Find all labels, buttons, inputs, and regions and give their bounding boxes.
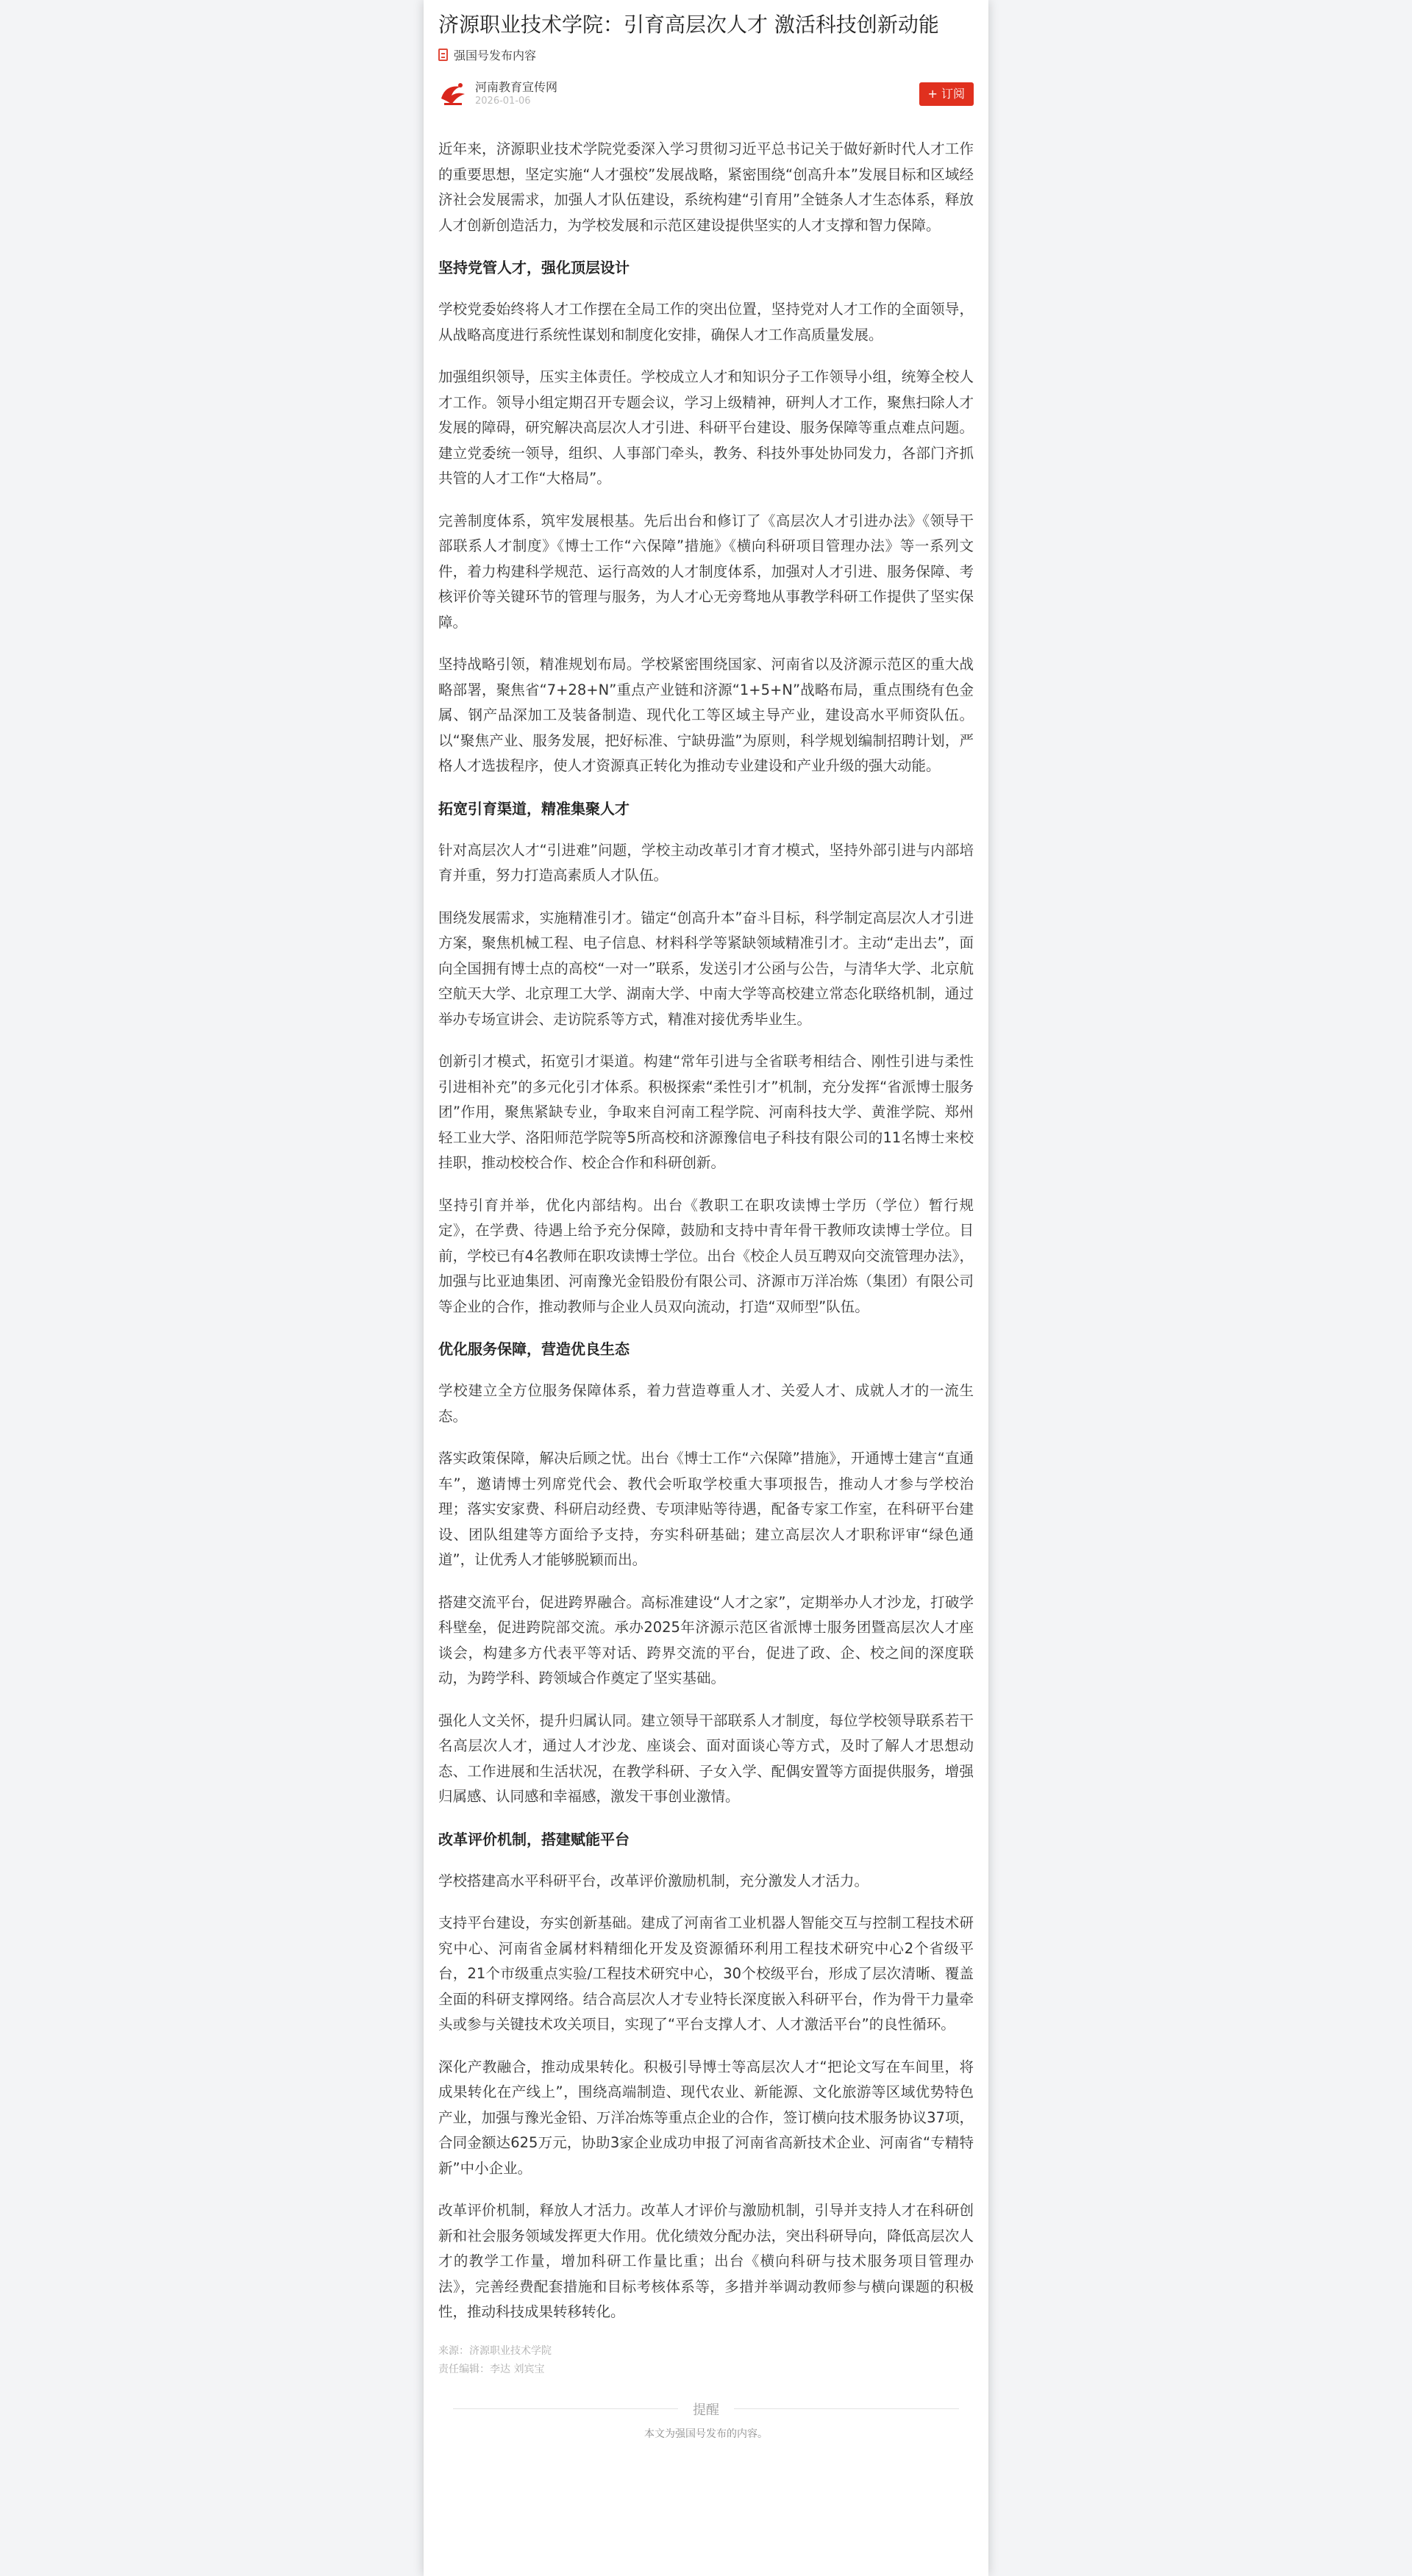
section-heading: 优化服务保障，营造优良生态 <box>438 1340 630 1358</box>
credit-source: 来源：济源职业技术学院 <box>438 2344 552 2357</box>
paragraph: 创新引才模式，拓宽引才渠道。构建“常年引进与全省联考相结合、刚性引进与柔性引进相补充”的多元化引才体系。积极探索“柔性引才”机制，充分发挥“省派博士服务团”作用，聚焦紧缺专业，争取来自河南工程学院、河南科技大学、黄淮学院、郑州轻工业大学、洛阳师范学院等5所高校和济源豫信电子科技有限公司的11名博士来校挂职，推动校校合作、校企合作和科研创新。 <box>438 1053 974 1171</box>
section-heading: 拓宽引育渠道，精准集聚人才 <box>438 799 630 817</box>
credit-editor: 责任编辑：李达 刘宾宝 <box>438 2363 545 2375</box>
paragraph: 深化产教融合，推动成果转化。积极引导博士等高层次人才“把论文写在车间里，将成果转化在产线上”，围绕高端制造、现代农业、新能源、文化旅游等区域优势特色产业，加强与豫光金铅、万洋冶炼等重点企业的合作，签订横向技术服务协议37项，合同金额达625万元，协助3家企业成功申报了河南省高新技术企业、河南省“专精特新”中小企业。 <box>438 2058 974 2177</box>
paragraph: 加强组织领导，压实主体责任。学校成立人才和知识分子工作领导小组，统筹全校人才工作。领导小组定期召开专题会议，学习上级精神，研判人才工作，聚焦扫除人才发展的障碍，研究解决高层次人才引进、科研平台建设、服务保障等重点难点问题。建立党委统一领导，组织、人事部门牵头，教务、科技外事处协同发力，各部门齐抓共管的人才工作“大格局”。 <box>438 368 974 487</box>
paragraph: 坚持引育并举，优化内部结构。出台《教职工在职攻读博士学历（学位）暂行规定》，在学费、待遇上给予充分保障，鼓励和支持中青年骨干教师攻读博士学位。目前，学校已有4名教师在职攻读博士学位。出台《校企人员互聘双向交流管理办法》，加强与比亚迪集团、河南豫光金铅股份有限公司、济源市万洋冶炼（集团）有限公司等企业的合作，推动教师与企业人员双向流动，打造“双师型”队伍。 <box>438 1196 974 1315</box>
article-credits <box>438 2342 974 2379</box>
paragraph: 坚持战略引领，精准规划布局。学校紧密围绕国家、河南省以及济源示范区的重大战略部署，聚焦省“7+28+N”重点产业链和济源“1+5+N”战略布局，重点围绕有色金属、钢产品深加工及装备制造、现代化工等区域主导产业，建设高水平师资队伍。以“聚焦产业、服务发展，把好标准、宁缺毋滥”为原则，科学规划编制招聘计划，严格人才选拔程序，使人才资源真正转化为推动专业建设和产业升级的强大动能。 <box>438 656 974 774</box>
publish-date: 2026-01-06 <box>475 96 531 107</box>
article-body <box>438 137 974 2325</box>
author-row <box>438 79 974 109</box>
author-info[interactable] <box>438 80 557 108</box>
document-icon <box>438 49 448 61</box>
section-heading: 坚持党管人才，强化顶层设计 <box>438 259 630 276</box>
subscribe-button[interactable]: + 订阅 <box>919 82 974 106</box>
paragraph: 搭建交流平台，促进跨界融合。高标准建设“人才之家”，定期举办人才沙龙，打破学科壁垒，促进跨院部交流。承办2025年济源示范区省派博士服务团暨高层次人才座谈会，构建多方代表平等对话、跨界交流的平台，促进了政、企、校之间的深度联动，为跨学科、跨领域合作奠定了坚实基础。 <box>438 1593 974 1686</box>
author-name: 河南教育宣传网 <box>475 80 558 94</box>
paragraph: 近年来，济源职业技术学院党委深入学习贯彻习近平总书记关于做好新时代人才工作的重要思想，坚定实施“人才强校”发展战略，紧密围绕“创高升本”发展目标和区域经济社会发展需求，加强人才队伍建设，系统构建“引育用”全链条人才生态体系，释放人才创新创造活力，为学校发展和示范区建设提供坚实的人才支撑和智力保障。 <box>438 140 974 234</box>
paragraph: 落实政策保障，解决后顾之忧。出台《博士工作“六保障”措施》，开通博士建言“直通车”，邀请博士列席党代会、教代会听取学校重大事项报告，推动人才参与学校治理；落实安家费、科研启动经费、专项津贴等待遇，配备专家工作室，在科研平台建设、团队组建等方面给予支持，夯实科研基础；建立高层次人才职称评审“绿色通道”，让优秀人才能够脱颖而出。 <box>438 1450 974 1568</box>
paragraph: 围绕发展需求，实施精准引才。锚定“创高升本”奋斗目标，科学制定高层次人才引进方案，聚焦机械工程、电子信息、材料科学等紧缺领域精准引才。主动“走出去”，面向全国拥有博士点的高校“一对一”联系，发送引才公函与公告，与清华大学、北京航空航天大学、北京理工大学、湖南大学、中南大学等高校建立常态化联络机制，通过举办专场宣讲会、走访院系等方式，精准对接优秀毕业生。 <box>438 909 974 1028</box>
paragraph: 支持平台建设，夯实创新基础。建成了河南省工业机器人智能交互与控制工程技术研究中心、河南省金属材料精细化开发及资源循环利用工程技术研究中心2个省级平台，21个市级重点实验/工程技术研究中心，30个校级平台，形成了层次清晰、覆盖全面的科研支撑网络。结合高层次人才专业特长深度嵌入科研平台，作为骨干力量牵头或参与关键技术攻关项目，实现了“平台支撑人才、人才激活平台”的良性循环。 <box>438 1914 974 2033</box>
paragraph: 针对高层次人才“引进难”问题，学校主动改革引才育才模式，坚持外部引进与内部培育并重，努力打造高素质人才队伍。 <box>438 841 974 884</box>
notice-title: 提醒 <box>693 2402 719 2418</box>
source-tag <box>438 47 974 62</box>
divider-line <box>734 2408 959 2409</box>
article-page <box>424 0 988 2576</box>
divider-line <box>453 2408 678 2409</box>
source-tag-label: 强国号发布内容 <box>454 48 537 62</box>
paragraph: 学校搭建高水平科研平台，改革评价激励机制，充分激发人才活力。 <box>438 1872 869 1889</box>
paragraph: 完善制度体系，筑牢发展根基。先后出台和修订了《高层次人才引进办法》《领导干部联系人才制度》《博士工作“六保障”措施》《横向科研项目管理办法》等一系列文件，着力构建科学规范、运行高效的人才制度体系，加强对人才引进、服务保障、考核评价等关键环节的管理与服务，为人才心无旁骛地从事教学科研工作提供了坚实保障。 <box>438 512 974 631</box>
notice-divider <box>438 2400 974 2419</box>
paragraph: 改革评价机制，释放人才活力。改革人才评价与激励机制，引导并支持人才在科研创新和社会服务领域发挥更大作用。优化绩效分配办法，突出科研导向，降低高层次人才的教学工作量，增加科研工作量比重；出台《横向科研与技术服务项目管理办法》，完善经费配套措施和目标考核体系等，多措并举调动教师参与横向课题的积极性，推动科技成果转移转化。 <box>438 2202 974 2320</box>
publisher-logo-icon <box>438 81 468 107</box>
paragraph: 强化人文关怀，提升归属认同。建立领导干部联系人才制度，每位学校领导联系若干名高层次人才，通过人才沙龙、座谈会、面对面谈心等方式，及时了解人才思想动态、工作进展和生活状况，在教学科研、子女入学、配偶安置等方面提供服务，增强归属感、认同感和幸福感，激发干事创业激情。 <box>438 1711 974 1805</box>
section-heading: 改革评价机制，搭建赋能平台 <box>438 1830 630 1848</box>
notice-text: 本文为强国号发布的内容。 <box>644 2427 768 2440</box>
paragraph: 学校建立全方位服务保障体系，着力营造尊重人才、关爱人才、成就人才的一流生态。 <box>438 1382 974 1425</box>
paragraph: 学校党委始终将人才工作摆在全局工作的突出位置，坚持党对人才工作的全面领导，从战略高度进行系统性谋划和制度化安排，确保人才工作高质量发展。 <box>438 301 974 343</box>
article-title: 济源职业技术学院：引育高层次人才 激活科技创新动能 <box>438 12 939 37</box>
